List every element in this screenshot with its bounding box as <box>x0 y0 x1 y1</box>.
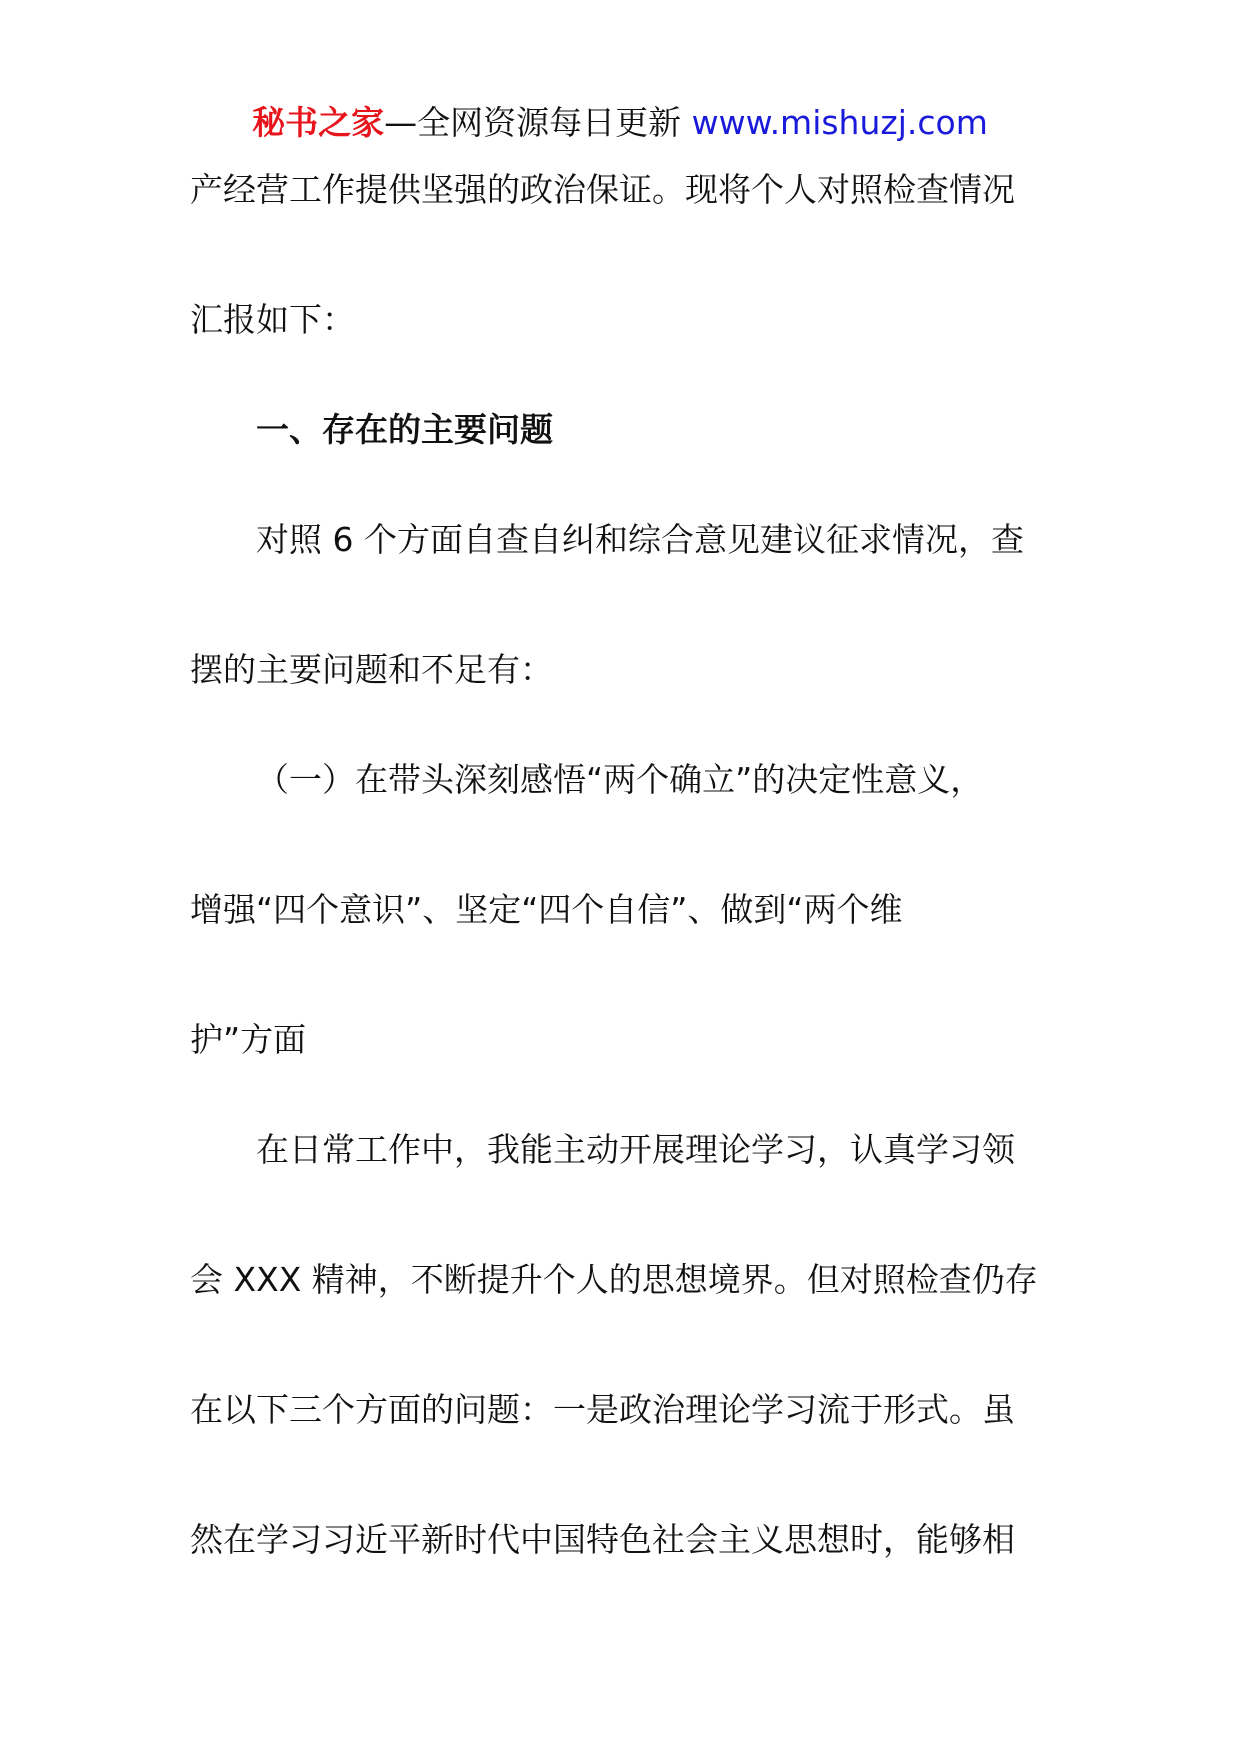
body-text-line: 汇报如下： <box>190 300 355 339</box>
brand-name: 秘书之家 <box>252 103 385 142</box>
body-text-line: 摆的主要问题和不足有： <box>190 650 553 689</box>
site-url-link[interactable]: www.mishuzj.com <box>691 103 988 142</box>
section-heading: 一、存在的主要问题 <box>256 410 553 449</box>
header-tagline: —全网资源每日更新 <box>384 103 682 142</box>
body-text-line: 然在学习习近平新时代中国特色社会主义思想时，能够相 <box>190 1520 1015 1559</box>
body-text-line: 增强“四个意识”、坚定“四个自信”、做到“两个维 <box>190 890 903 929</box>
body-text-line: 护”方面 <box>190 1020 307 1059</box>
body-text-line: 在以下三个方面的问题：一是政治理论学习流于形式。虽 <box>190 1390 1015 1429</box>
paragraph-first-line: 在日常工作中，我能主动开展理论学习，认真学习领 <box>256 1130 1015 1169</box>
subsection-heading: （一）在带头深刻感悟“两个确立”的决定性意义， <box>256 760 984 799</box>
body-text-line: 会 XXX 精神，不断提升个人的思想境界。但对照检查仍存 <box>190 1260 1038 1299</box>
site-header <box>0 98 1240 148</box>
body-text-line: 产经营工作提供坚强的政治保证。现将个人对照检查情况 <box>190 170 1015 209</box>
paragraph-first-line: 对照 6 个方面自查自纠和综合意见建议征求情况，查 <box>256 520 1024 559</box>
